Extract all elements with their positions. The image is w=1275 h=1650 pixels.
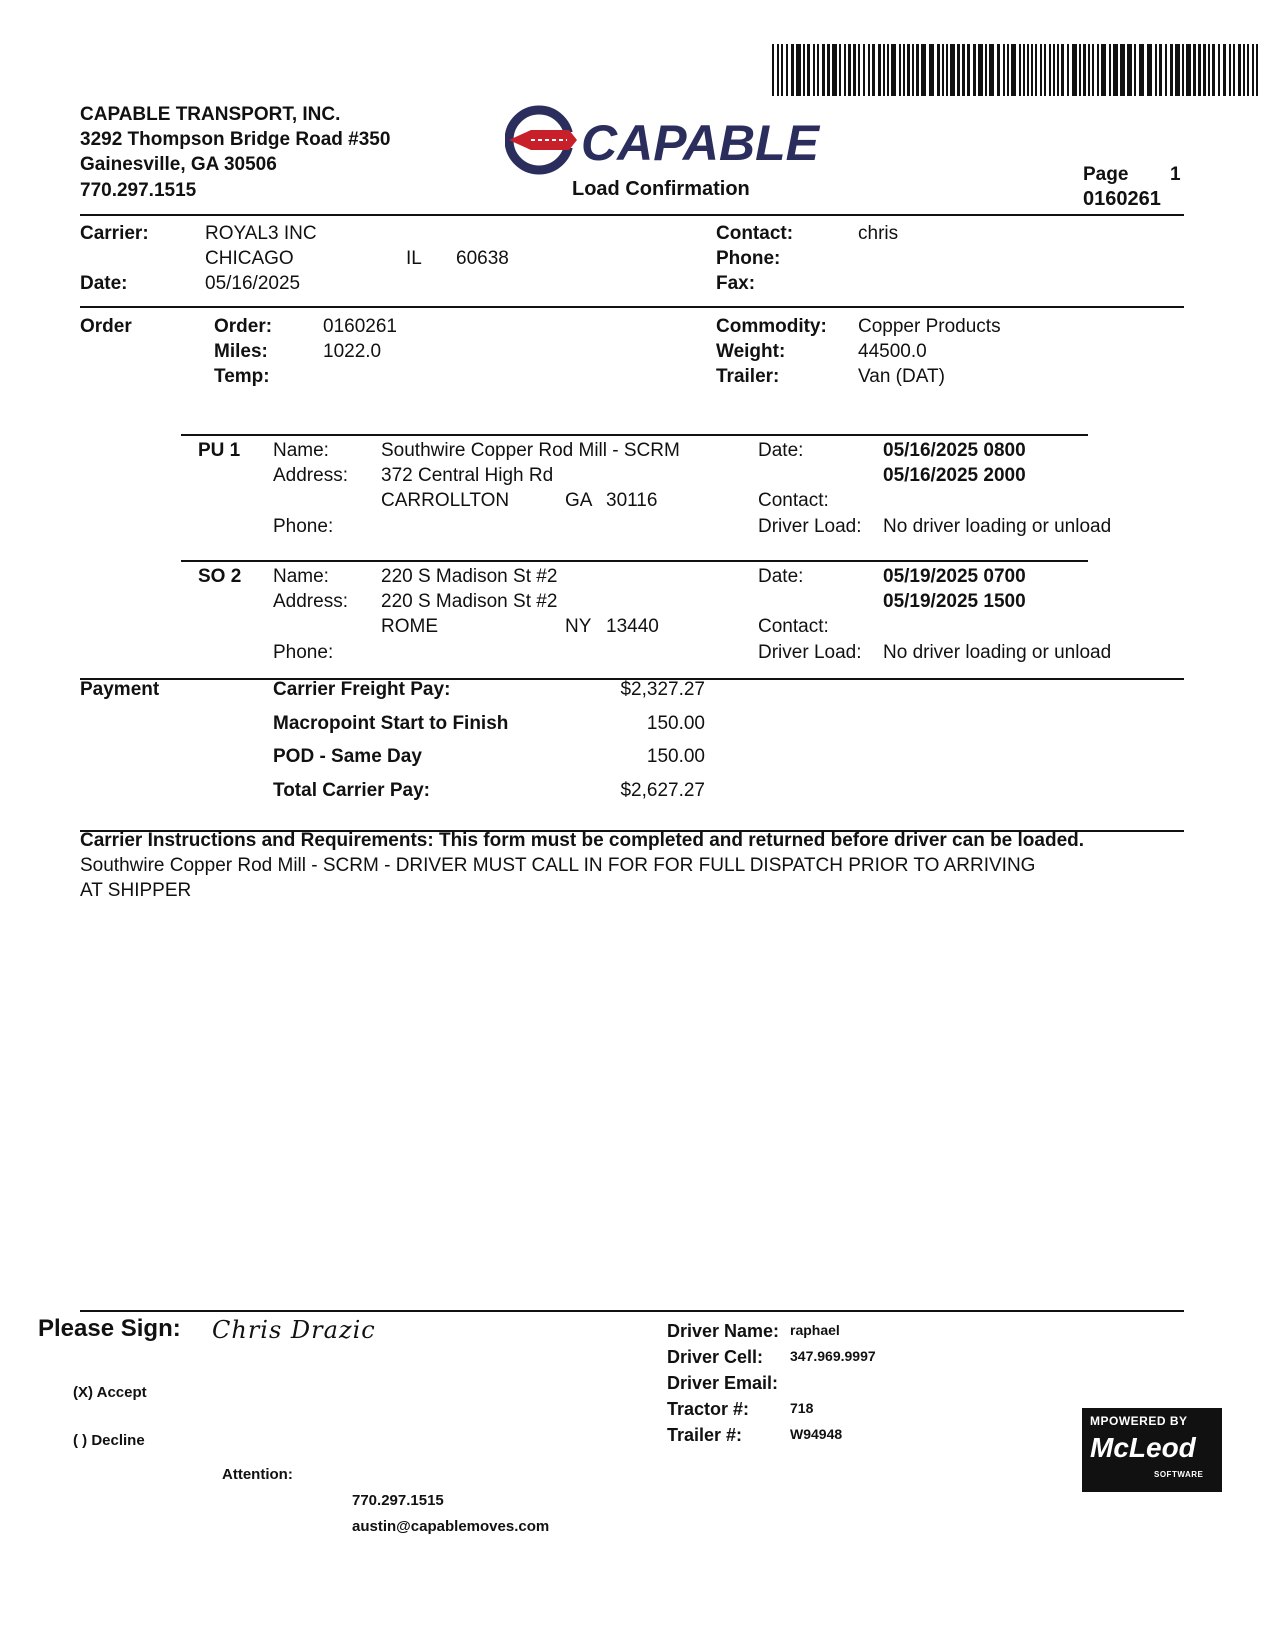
divider — [80, 214, 1184, 216]
attention-label: Attention: — [222, 1466, 293, 1483]
contact-label: Contact: — [716, 223, 794, 244]
payment-line-amount: $2,327.27 — [620, 679, 705, 700]
commodity-label: Commodity: — [716, 316, 827, 337]
miles-value: 1022.0 — [323, 341, 382, 362]
instructions-line-1: Southwire Copper Rod Mill - SCRM - DRIVER MUST CALL IN FOR FOR FULL DISPATCH PRIOR TO ARRIVING — [80, 855, 1036, 876]
phone-label: Phone: — [716, 248, 781, 269]
stop-divider — [181, 560, 1088, 562]
stop-zip: 13440 — [606, 616, 659, 637]
tractor-label: Tractor #: — [667, 1399, 750, 1419]
stop-code: PU 1 — [198, 440, 241, 461]
temp-label: Temp: — [214, 366, 270, 387]
trailer-number-label: Trailer #: — [667, 1425, 743, 1445]
carrier-name: ROYAL3 INC — [205, 223, 317, 244]
document-title: Load Confirmation — [572, 178, 750, 200]
order-value: 0160261 — [323, 316, 397, 337]
contact-value: chris — [858, 223, 899, 244]
mcleod-powered-by: MPOWERED BY — [1090, 1414, 1188, 1428]
instructions-line-2: AT SHIPPER — [80, 880, 192, 901]
order-label: Order: — [214, 316, 273, 337]
divider — [80, 306, 1184, 308]
page-label: Page — [1083, 164, 1129, 185]
trailer-value: Van (DAT) — [858, 366, 945, 387]
driver-email-label: Driver Email: — [667, 1373, 779, 1393]
stop-state: GA — [565, 490, 593, 511]
trailer-label: Trailer: — [716, 366, 780, 387]
attention-email[interactable]: austin@capablemoves.com — [352, 1518, 550, 1535]
tractor-number: 718 — [790, 1400, 814, 1416]
carrier-state: IL — [406, 248, 422, 269]
stop-zip: 30116 — [606, 490, 658, 511]
company-phone: 770.297.1515 — [80, 180, 197, 201]
driver-cell-label: Driver Cell: — [667, 1347, 764, 1367]
payment-line-amount: 150.00 — [646, 713, 705, 734]
decline-option[interactable]: ( ) Decline — [73, 1432, 145, 1449]
stop-address-label: Address: — [273, 465, 348, 486]
miles-label: Miles: — [214, 341, 268, 362]
stop-address: 220 S Madison St #2 — [381, 591, 558, 612]
stop-driver-load-label: Driver Load: — [758, 642, 862, 663]
trailer-number: W94948 — [790, 1426, 843, 1442]
stop-name-label: Name: — [273, 566, 329, 587]
stop-contact-label: Contact: — [758, 490, 829, 511]
carrier-label: Carrier: — [80, 223, 149, 244]
carrier-date: 05/16/2025 — [205, 273, 301, 294]
page-number: 1 — [1170, 164, 1181, 185]
stop-name: 220 S Madison St #2 — [381, 566, 558, 587]
header-order-number: 0160261 — [1083, 188, 1161, 210]
stop-city: ROME — [381, 616, 438, 637]
payment-total-amount: $2,627.27 — [620, 780, 705, 801]
divider — [80, 1310, 1184, 1312]
stop-date-start: 05/19/2025 0700 — [883, 566, 1026, 587]
logo-wordmark: CAPABLE — [581, 115, 819, 171]
stop-name-label: Name: — [273, 440, 329, 461]
weight-label: Weight: — [716, 341, 786, 362]
barcode — [772, 44, 1260, 96]
stop-code: SO 2 — [198, 566, 242, 587]
payment-line-label: POD - Same Day — [273, 746, 422, 767]
driver-name: raphael — [790, 1322, 840, 1338]
stop-city: CARROLLTON — [381, 490, 510, 511]
stop-address-label: Address: — [273, 591, 348, 612]
please-sign-label: Please Sign: — [38, 1315, 181, 1342]
company-address-1: 3292 Thompson Bridge Road #350 — [80, 129, 391, 150]
stop-driver-load: No driver loading or unload — [883, 642, 1112, 663]
driver-cell: 347.969.9997 — [790, 1348, 876, 1364]
attention-phone: 770.297.1515 — [352, 1492, 444, 1509]
fax-label: Fax: — [716, 273, 756, 294]
stop-address: 372 Central High Rd — [381, 465, 554, 486]
stop-divider — [181, 434, 1088, 436]
stop-date-label: Date: — [758, 440, 804, 461]
stop-contact-label: Contact: — [758, 616, 829, 637]
company-address-2: Gainesville, GA 30506 — [80, 154, 277, 175]
payment-total-label: Total Carrier Pay: — [273, 780, 430, 801]
payment-line-label: Macropoint Start to Finish — [273, 713, 509, 734]
stop-date-end: 05/16/2025 2000 — [883, 465, 1026, 486]
driver-name-label: Driver Name: — [667, 1321, 780, 1341]
payment-section-label: Payment — [80, 679, 160, 700]
mcleod-wordmark: McLeod — [1090, 1432, 1196, 1463]
mcleod-software: SOFTWARE — [1154, 1470, 1204, 1479]
payment-line-label: Carrier Freight Pay: — [273, 679, 451, 700]
signature[interactable]: Chris Drazic — [212, 1316, 376, 1344]
carrier-date-label: Date: — [80, 273, 128, 294]
carrier-zip: 60638 — [456, 248, 509, 269]
order-section-label: Order — [80, 316, 132, 337]
stop-date-label: Date: — [758, 566, 804, 587]
company-name: CAPABLE TRANSPORT, INC. — [80, 104, 341, 125]
stop-date-start: 05/16/2025 0800 — [883, 440, 1026, 461]
payment-line-amount: 150.00 — [646, 746, 705, 767]
mcleod-logo — [1082, 1408, 1222, 1492]
stop-driver-load-label: Driver Load: — [758, 516, 862, 537]
stop-phone-label: Phone: — [273, 642, 334, 663]
commodity-value: Copper Products — [858, 316, 1001, 337]
capable-logo — [505, 104, 835, 176]
carrier-city: CHICAGO — [205, 248, 294, 269]
weight-value: 44500.0 — [858, 341, 927, 362]
accept-option[interactable]: (X) Accept — [73, 1384, 147, 1401]
stop-name: Southwire Copper Rod Mill - SCRM — [381, 440, 680, 461]
stop-driver-load: No driver loading or unload — [883, 516, 1112, 537]
stop-date-end: 05/19/2025 1500 — [883, 591, 1026, 612]
stop-state: NY — [565, 616, 592, 637]
stop-phone-label: Phone: — [273, 516, 334, 537]
instructions-heading: Carrier Instructions and Requirements: This form must be completed and returned before driver can be loaded. — [80, 830, 1085, 851]
